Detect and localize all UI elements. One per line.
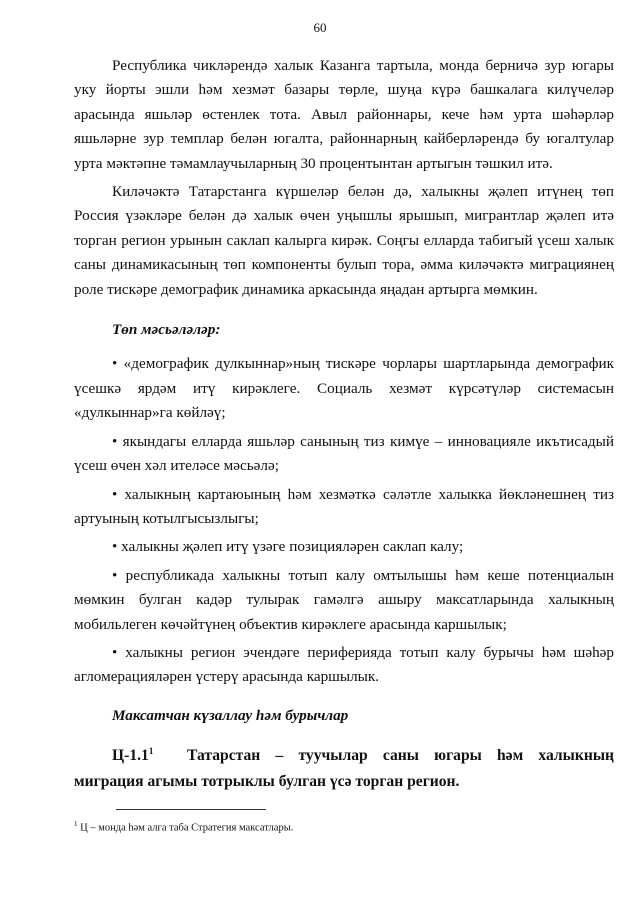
footnote-divider	[116, 809, 266, 810]
footnote-mark: 1	[74, 820, 78, 828]
bullet-item: • халыкны җәлеп итү үзәге позицияләрен саклап калу;	[112, 538, 464, 556]
page-number: 60	[313, 20, 327, 35]
footnote-text: Ц – монда һәм алга таба Стратегия максатлары.	[80, 822, 294, 834]
footnote	[74, 820, 293, 834]
bullet-item: • якындагы елларда яшьләр санының тиз кимүе – инновацияле икътисадый үсеш өчен хәл ителәсе мәсьәлә;	[74, 432, 614, 475]
footnote-reference[interactable]: 1	[148, 746, 154, 757]
goal-text: Татарстан – туучылар саны югары һәм халыкның миграция агымы тотрыклы булган үсә торган регион.	[74, 747, 614, 791]
document-body	[74, 54, 614, 795]
goals-heading: Максатчан күзаллау һәм бурычлар	[112, 706, 349, 724]
goal-code-label: Ц-1.1	[112, 747, 149, 765]
bullet-item: • халыкның картаюының һәм хезмәткә сәләтле халыкка йөкләнешнең тиз артуының котылгысызлыгы;	[74, 485, 614, 527]
goal-code	[74, 738, 187, 769]
paragraph: Киләчәктә Татарстанга күршеләр белән дә, халыкны җәлеп итүнең төп Россия үзәкләре белән дә халык өчен уңышлы ярышып, мигрантлар җәлеп итә торган регион урынын саклап калырга кирәк. Соңгы елларда табигый үсеш халык саны динамикасының төп компоненты булып тора, әмма киләчәктә миграциянең роле тискәре демографик динамика аркасында яңадан артырга мөмкин.	[74, 183, 614, 298]
tasks-heading: Төп мәсьәләләр:	[112, 321, 221, 339]
bullet-item: • «демографик дулкыннар»ның тискәре чорлары шартларында демографик үсешкә ярдәм итү кирәклеге. Социаль хезмәт күрсәтүләр системасын «дулкыннар»га көйләү;	[74, 355, 614, 422]
bullet-item: • халыкны регион эчендәге периферияда тотып калу бурычы һәм шәһәр агломерацияләрен үстерү арасында каршылык.	[74, 643, 614, 686]
paragraph: Республика чикләрендә халык Казанга тартыла, монда берничә зур югары уку йорты эшли һәм хезмәт базары төрле, шуңа күрә башкалага килүчеләр арасында яшьләр өстенлек тота. Авыл районнары, кече һәм урта шәһәрләр яшьләрне зур темплар белән югалта, районнарның кайберләрендә бу югалтулар урта мәктәпне тәмамлаучыларның 30 процентынтан артыгын тәшкил итә.	[74, 57, 614, 172]
goal-statement	[74, 738, 614, 795]
bullet-item: • республикада халыкны тотып калу омтылышы һәм кеше потенциалын мөмкин булган кадәр тулырак гамәлгә ашыру максатларында халыкның мобильлеген көчәйтүнең объектив кирәклеге арасында каршылык;	[74, 566, 614, 633]
